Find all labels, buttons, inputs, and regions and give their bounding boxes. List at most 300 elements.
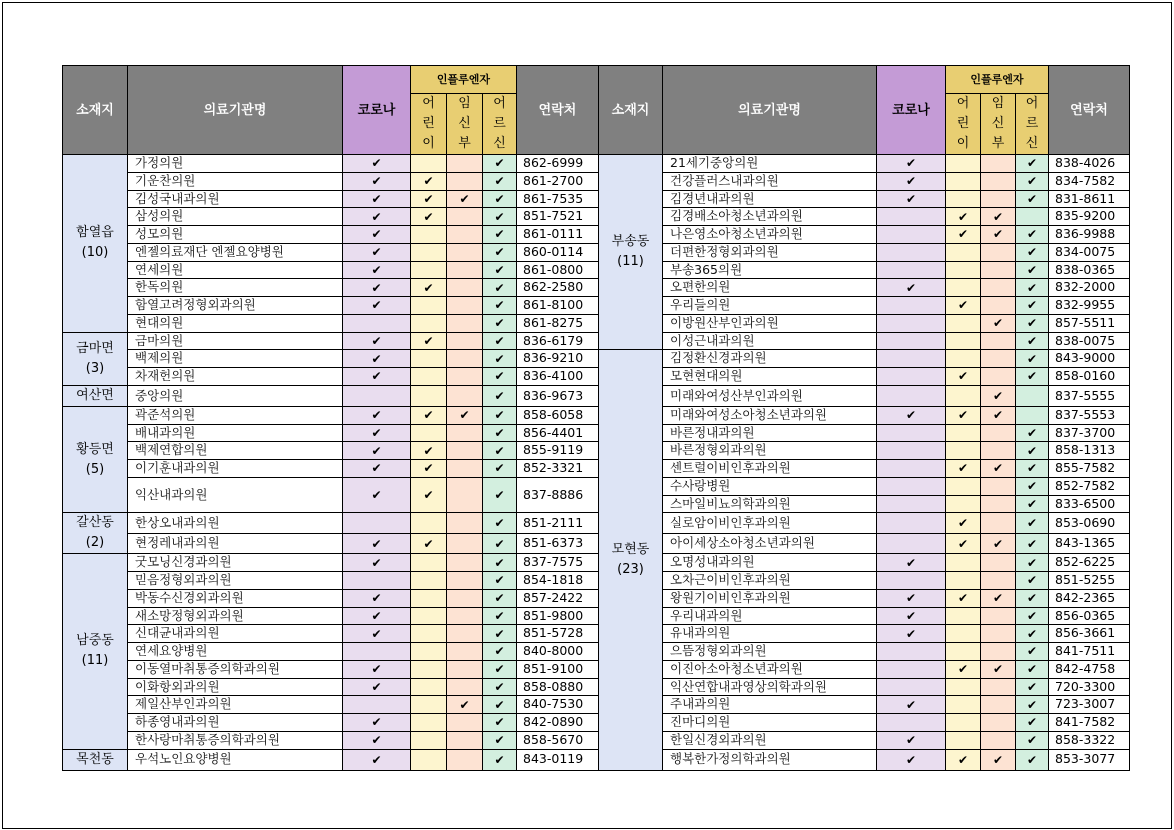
institution-name: 나은영소아청소년과의원 — [663, 226, 877, 244]
corona-cell — [877, 731, 946, 749]
child-cell — [946, 625, 981, 643]
child-cell — [946, 533, 981, 554]
header-pregnant-char: 임 — [991, 96, 1005, 111]
phone-number: 843-0119 — [517, 749, 599, 770]
institution-name: 하종영내과의원 — [128, 714, 343, 732]
corona-cell — [877, 460, 946, 478]
corona-cell — [343, 660, 411, 678]
preg-cell — [981, 314, 1016, 332]
phone-number: 858-0880 — [517, 678, 599, 696]
institution-name: 모현현대의원 — [663, 368, 877, 386]
institution-name: 우석노인요양병원 — [128, 749, 343, 770]
corona-cell — [343, 243, 411, 261]
check-icon: ✔ — [1026, 461, 1038, 476]
header-location: 소재지 — [599, 66, 663, 155]
corona-cell — [343, 460, 411, 478]
senior-cell — [1016, 314, 1049, 332]
district-cell — [63, 554, 128, 749]
child-cell — [946, 368, 981, 386]
phone-number: 858-3322 — [1049, 731, 1130, 749]
institution-name: 백제의원 — [128, 350, 343, 368]
institution-name: 행복한가정의학과의원 — [663, 749, 877, 770]
phone-number: 837-3700 — [1049, 424, 1130, 442]
header-institution: 의료기관명 — [128, 66, 343, 155]
child-cell — [946, 385, 981, 406]
senior-cell — [483, 513, 517, 534]
senior-cell — [1016, 243, 1049, 261]
phone-number: 856-3661 — [1049, 625, 1130, 643]
check-icon: ✔ — [371, 608, 382, 623]
table-row — [63, 572, 1130, 590]
child-cell — [946, 226, 981, 244]
check-icon: ✔ — [494, 245, 505, 260]
preg-cell — [981, 477, 1016, 495]
check-icon: ✔ — [992, 227, 1004, 242]
header-corona: 코로나 — [877, 66, 946, 155]
district-name: 목천동 — [76, 751, 114, 767]
table-row — [63, 625, 1130, 643]
check-icon: ✔ — [1026, 262, 1038, 277]
institution-name: 수사랑병원 — [663, 477, 877, 495]
corona-cell — [877, 513, 946, 534]
institution-name: 연세의원 — [128, 261, 343, 279]
institution-name: 금마의원 — [128, 332, 343, 350]
table-row — [63, 533, 1130, 554]
check-icon: ✔ — [494, 488, 505, 502]
institution-name: 제일산부인과의원 — [128, 696, 343, 714]
child-cell — [946, 243, 981, 261]
corona-cell — [877, 172, 946, 190]
header-pregnant-char: 부 — [458, 136, 471, 151]
check-icon: ✔ — [494, 156, 505, 171]
check-icon: ✔ — [423, 443, 434, 458]
corona-cell — [877, 533, 946, 554]
child-cell — [411, 385, 447, 406]
check-icon: ✔ — [905, 752, 917, 767]
preg-cell — [447, 513, 483, 534]
institution-name: 새소망정형외과의원 — [128, 607, 343, 625]
district-cell — [63, 513, 128, 554]
institution-name: 한독의원 — [128, 279, 343, 297]
check-icon: ✔ — [494, 443, 505, 458]
senior-cell — [1016, 731, 1049, 749]
phone-number: 832-2000 — [1049, 279, 1130, 297]
corona-cell — [343, 749, 411, 770]
header-phone: 연락처 — [517, 66, 599, 155]
senior-cell — [483, 714, 517, 732]
district-count: (3) — [85, 360, 105, 376]
table-row — [63, 385, 1130, 406]
district-count: (23) — [617, 561, 644, 577]
check-icon: ✔ — [371, 245, 382, 260]
check-icon: ✔ — [423, 488, 434, 502]
check-icon: ✔ — [905, 555, 917, 570]
senior-cell — [483, 731, 517, 749]
senior-cell — [1016, 660, 1049, 678]
child-cell — [411, 155, 447, 173]
header-child — [946, 94, 981, 155]
phone-number: 861-2700 — [517, 172, 599, 190]
district-count: (11) — [81, 653, 109, 669]
phone-number: 837-7575 — [517, 554, 599, 572]
institution-name: 건강플러스내과의원 — [663, 172, 877, 190]
institution-name: 현정레내과의원 — [128, 533, 343, 554]
check-icon: ✔ — [494, 461, 505, 476]
child-cell — [946, 155, 981, 173]
preg-cell — [981, 625, 1016, 643]
preg-cell — [981, 643, 1016, 661]
check-icon: ✔ — [905, 280, 917, 295]
institution-name: 한일신경외과의원 — [663, 731, 877, 749]
preg-cell — [447, 442, 483, 460]
preg-cell — [981, 607, 1016, 625]
senior-cell — [1016, 226, 1049, 244]
phone-number: 856-4401 — [517, 424, 599, 442]
corona-cell — [877, 332, 946, 350]
check-icon: ✔ — [1026, 280, 1038, 295]
check-icon: ✔ — [494, 333, 505, 348]
senior-cell — [483, 533, 517, 554]
table-row — [63, 243, 1130, 261]
senior-cell — [1016, 678, 1049, 696]
corona-cell — [877, 243, 946, 261]
table-row — [63, 696, 1130, 714]
phone-number: 723-3007 — [1049, 696, 1130, 714]
preg-cell — [447, 749, 483, 770]
phone-number: 862-6999 — [517, 155, 599, 173]
check-icon: ✔ — [992, 209, 1004, 224]
check-icon: ✔ — [905, 591, 917, 606]
table-row — [63, 406, 1130, 424]
phone-number: 836-9988 — [1049, 226, 1130, 244]
senior-cell — [483, 314, 517, 332]
check-icon: ✔ — [371, 662, 382, 677]
header-phone: 연락처 — [1049, 66, 1130, 155]
preg-cell — [447, 297, 483, 315]
check-icon: ✔ — [1026, 245, 1038, 260]
institution-name: 연세요양병원 — [128, 643, 343, 661]
senior-cell — [483, 350, 517, 368]
corona-cell — [877, 261, 946, 279]
institution-name: 한사랑마취통증의학과의원 — [128, 731, 343, 749]
check-icon: ✔ — [1026, 316, 1038, 331]
table-row — [63, 460, 1130, 478]
phone-number: 838-4026 — [1049, 155, 1130, 173]
table-row — [63, 332, 1130, 350]
child-cell — [411, 589, 447, 607]
check-icon: ✔ — [371, 715, 382, 730]
senior-cell — [1016, 261, 1049, 279]
district-name: 금마면 — [76, 340, 114, 356]
phone-number: 837-5553 — [1049, 406, 1130, 424]
header-pregnant-char: 부 — [991, 136, 1005, 151]
phone-number: 851-9800 — [517, 607, 599, 625]
check-icon: ✔ — [371, 280, 382, 295]
check-icon: ✔ — [992, 461, 1004, 476]
institution-name: 더편한정형외과의원 — [663, 243, 877, 261]
senior-cell — [483, 554, 517, 572]
preg-cell — [981, 190, 1016, 208]
senior-cell — [1016, 442, 1049, 460]
table-row — [63, 279, 1130, 297]
phone-number: 852-3321 — [517, 460, 599, 478]
preg-cell — [447, 477, 483, 513]
preg-cell — [981, 208, 1016, 226]
table-row — [63, 442, 1130, 460]
district-name: 남중동 — [76, 633, 114, 649]
check-icon: ✔ — [371, 369, 382, 384]
district-cell — [63, 332, 128, 385]
corona-cell — [343, 406, 411, 424]
corona-cell — [343, 314, 411, 332]
phone-number: 840-7530 — [517, 696, 599, 714]
check-icon: ✔ — [957, 461, 969, 476]
check-icon: ✔ — [905, 191, 917, 206]
preg-cell — [447, 678, 483, 696]
preg-cell — [447, 350, 483, 368]
check-icon: ✔ — [992, 408, 1004, 423]
institution-name: 우리내과의원 — [663, 607, 877, 625]
header-senior-char: 신 — [493, 136, 506, 151]
header-institution: 의료기관명 — [663, 66, 877, 155]
check-icon: ✔ — [423, 174, 434, 189]
check-icon: ✔ — [494, 591, 505, 606]
child-cell — [411, 660, 447, 678]
table-row — [63, 660, 1130, 678]
senior-cell — [1016, 714, 1049, 732]
preg-cell — [447, 607, 483, 625]
institution-name: 김경배소아청소년과의원 — [663, 208, 877, 226]
child-cell — [411, 368, 447, 386]
institution-name: 센트럴이비인후과의원 — [663, 460, 877, 478]
phone-number: 857-5511 — [1049, 314, 1130, 332]
institution-name: 엔젤의료재단 엔젤요양병원 — [128, 243, 343, 261]
corona-cell — [877, 406, 946, 424]
header-corona: 코로나 — [343, 66, 411, 155]
check-icon: ✔ — [494, 174, 505, 189]
child-cell — [411, 554, 447, 572]
preg-cell — [981, 368, 1016, 386]
phone-number: 834-7582 — [1049, 172, 1130, 190]
check-icon: ✔ — [1026, 591, 1038, 606]
check-icon: ✔ — [1026, 174, 1038, 189]
corona-cell — [877, 678, 946, 696]
check-icon: ✔ — [1026, 479, 1038, 494]
corona-cell — [877, 589, 946, 607]
check-icon: ✔ — [423, 333, 434, 348]
phone-number: 840-8000 — [517, 643, 599, 661]
preg-cell — [981, 660, 1016, 678]
preg-cell — [981, 696, 1016, 714]
senior-cell — [1016, 589, 1049, 607]
district-cell — [63, 406, 128, 513]
phone-number: 855-7582 — [1049, 460, 1130, 478]
phone-number: 860-0114 — [517, 243, 599, 261]
phone-number: 837-8886 — [517, 477, 599, 513]
check-icon: ✔ — [494, 733, 505, 748]
corona-cell — [343, 261, 411, 279]
check-icon: ✔ — [423, 408, 434, 423]
corona-cell — [343, 696, 411, 714]
check-icon: ✔ — [992, 662, 1004, 677]
senior-cell — [483, 572, 517, 590]
phone-number: 851-5255 — [1049, 572, 1130, 590]
preg-cell — [981, 513, 1016, 534]
institution-name: 김정환신경과의원 — [663, 350, 877, 368]
header-influenza: 인플루엔자 — [411, 66, 517, 94]
preg-cell — [447, 368, 483, 386]
preg-cell — [447, 424, 483, 442]
phone-number: 837-5555 — [1049, 385, 1130, 406]
child-cell — [946, 406, 981, 424]
corona-cell — [343, 332, 411, 350]
corona-cell — [343, 172, 411, 190]
phone-number: 833-6500 — [1049, 495, 1130, 513]
preg-cell — [981, 442, 1016, 460]
child-cell — [946, 696, 981, 714]
preg-cell — [447, 406, 483, 424]
phone-number: 858-6058 — [517, 406, 599, 424]
preg-cell — [447, 533, 483, 554]
institution-name: 차재헌의원 — [128, 368, 343, 386]
phone-number: 836-9673 — [517, 385, 599, 406]
check-icon: ✔ — [459, 408, 470, 423]
institution-name: 이기훈내과의원 — [128, 460, 343, 478]
senior-cell — [1016, 572, 1049, 590]
check-icon: ✔ — [957, 369, 969, 384]
child-cell — [411, 297, 447, 315]
child-cell — [411, 749, 447, 770]
district-name: 갈산동 — [76, 515, 114, 531]
check-icon: ✔ — [459, 191, 470, 206]
senior-cell — [1016, 554, 1049, 572]
check-icon: ✔ — [371, 626, 382, 641]
check-icon: ✔ — [1026, 555, 1038, 570]
senior-cell — [483, 589, 517, 607]
child-cell — [411, 460, 447, 478]
check-icon: ✔ — [494, 697, 505, 712]
institution-name: 함열고려정형외과의원 — [128, 297, 343, 315]
child-cell — [411, 533, 447, 554]
check-icon: ✔ — [957, 752, 969, 767]
check-icon: ✔ — [957, 298, 969, 313]
senior-cell — [1016, 368, 1049, 386]
header-child-char: 이 — [956, 136, 970, 151]
check-icon: ✔ — [1026, 369, 1038, 384]
institution-name: 믿음정형외과의원 — [128, 572, 343, 590]
institution-name: 이화항외과의원 — [128, 678, 343, 696]
check-icon: ✔ — [459, 697, 470, 712]
senior-cell — [483, 749, 517, 770]
senior-cell — [483, 607, 517, 625]
child-cell — [946, 332, 981, 350]
header-pregnant — [447, 94, 483, 155]
senior-cell — [1016, 513, 1049, 534]
preg-cell — [981, 533, 1016, 554]
senior-cell — [483, 424, 517, 442]
senior-cell — [483, 208, 517, 226]
check-icon: ✔ — [905, 408, 917, 423]
corona-cell — [877, 749, 946, 770]
district-count: (5) — [85, 461, 105, 477]
senior-cell — [483, 406, 517, 424]
phone-number: 832-9955 — [1049, 297, 1130, 315]
table-row — [63, 226, 1130, 244]
phone-number: 838-0365 — [1049, 261, 1130, 279]
institution-name: 배내과의원 — [128, 424, 343, 442]
check-icon: ✔ — [423, 280, 434, 295]
preg-cell — [447, 554, 483, 572]
check-icon: ✔ — [957, 536, 969, 551]
phone-number: 836-9210 — [517, 350, 599, 368]
preg-cell — [981, 460, 1016, 478]
corona-cell — [877, 625, 946, 643]
institution-name: 가정의원 — [128, 155, 343, 173]
phone-number: 854-1818 — [517, 572, 599, 590]
child-cell — [946, 678, 981, 696]
check-icon: ✔ — [371, 555, 382, 570]
senior-cell — [1016, 297, 1049, 315]
table-row — [63, 731, 1130, 749]
check-icon: ✔ — [494, 752, 505, 767]
check-icon: ✔ — [1026, 496, 1038, 511]
phone-number: 851-9100 — [517, 660, 599, 678]
phone-number: 853-3077 — [1049, 749, 1130, 770]
check-icon: ✔ — [957, 591, 969, 606]
check-icon: ✔ — [957, 408, 969, 423]
preg-cell — [447, 589, 483, 607]
child-cell — [946, 731, 981, 749]
senior-cell — [483, 172, 517, 190]
institution-name: 바른정형외과의원 — [663, 442, 877, 460]
preg-cell — [981, 226, 1016, 244]
preg-cell — [447, 155, 483, 173]
child-cell — [411, 350, 447, 368]
corona-cell — [343, 297, 411, 315]
phone-number: 835-9200 — [1049, 208, 1130, 226]
child-cell — [946, 554, 981, 572]
phone-number: 858-5670 — [517, 731, 599, 749]
corona-cell — [877, 208, 946, 226]
senior-cell — [483, 385, 517, 406]
child-cell — [946, 208, 981, 226]
institution-name: 오차근이비인후과의원 — [663, 572, 877, 590]
check-icon: ✔ — [494, 555, 505, 570]
check-icon: ✔ — [905, 608, 917, 623]
preg-cell — [447, 643, 483, 661]
phone-number: 851-2111 — [517, 513, 599, 534]
corona-cell — [877, 385, 946, 406]
check-icon: ✔ — [1026, 351, 1038, 366]
table-row — [63, 714, 1130, 732]
child-cell — [946, 589, 981, 607]
check-icon: ✔ — [371, 591, 382, 606]
preg-cell — [447, 226, 483, 244]
table-row — [63, 678, 1130, 696]
child-cell — [411, 607, 447, 625]
corona-cell — [877, 314, 946, 332]
clinic-table — [62, 65, 1130, 771]
phone-number: 836-6179 — [517, 332, 599, 350]
preg-cell — [447, 243, 483, 261]
corona-cell — [343, 554, 411, 572]
phone-number: 831-8611 — [1049, 190, 1130, 208]
header-child-char: 린 — [956, 116, 970, 131]
district-cell — [599, 350, 663, 770]
child-cell — [411, 172, 447, 190]
header-pregnant-char: 임 — [458, 96, 471, 111]
corona-cell — [343, 643, 411, 661]
